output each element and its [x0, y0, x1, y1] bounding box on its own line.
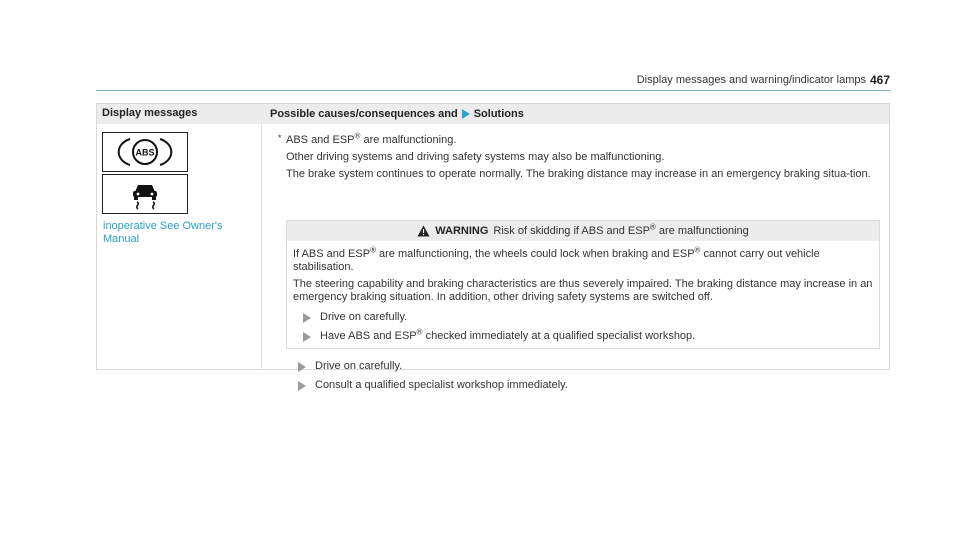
cause-paragraph-1 [286, 131, 457, 147]
warning-label: WARNING [435, 225, 489, 237]
display-message-cell [97, 124, 262, 370]
arrow-right-icon [303, 332, 311, 342]
col-header-display-messages: Display messages [102, 107, 198, 119]
warning-bullet-2-text [320, 327, 696, 343]
arrow-right-icon [298, 362, 306, 372]
header-rule [96, 90, 890, 91]
esp-skid-lamp-icon [102, 174, 188, 214]
warning-bullet-1 [303, 311, 407, 324]
abs-lamp-text: ABS [135, 147, 155, 158]
col-header-causes [270, 108, 524, 120]
warning-p1-c: cannot carry out vehicle stabilisation. [293, 248, 820, 273]
warning-title-b: are malfunctioning [655, 225, 749, 237]
warning-bullet-2 [303, 327, 696, 343]
causes-solutions-cell [262, 124, 890, 391]
warning-bullet-2-a: Have ABS and ESP [320, 330, 417, 342]
arrow-right-icon [462, 109, 470, 119]
solution-bullet-2-text: Consult a qualified specialist workshop immediately. [315, 379, 568, 391]
warning-paragraph-1 [293, 245, 873, 274]
page-header [96, 74, 890, 88]
arrow-right-icon [303, 313, 311, 323]
warning-p1-a: If ABS and ESP [293, 248, 371, 260]
warning-title [493, 222, 749, 237]
solution-bullet-1 [298, 360, 402, 373]
arrow-right-icon [298, 381, 306, 391]
registered-mark: ® [370, 245, 376, 255]
warning-bullet-2-b: checked immediately at a qualified specialist workshop. [422, 330, 696, 342]
solution-bullet-1-text: Drive on carefully. [315, 360, 403, 372]
registered-mark: ® [416, 327, 423, 337]
page-number: 467 [869, 73, 890, 87]
section-title: Display messages and warning/indicator lamps [636, 74, 866, 86]
footnote-mark: * [278, 133, 282, 143]
table-header [97, 104, 889, 124]
lamp-caption: inoperative See Owner's Manual [103, 220, 223, 245]
cause-paragraph-1-b: are malfunctioning. [360, 134, 457, 146]
warning-paragraph-2: The steering capability and braking characteristics are thus severely impaired. The braking distance may increase in an emergency braking situation. In addition, other driving safety systems are switched off. [293, 278, 873, 303]
cause-paragraph-2: Other driving systems and driving safety systems may also be malfunctioning. [286, 151, 665, 163]
warning-bullet-1-text: Drive on carefully. [320, 311, 408, 323]
warning-box [286, 220, 880, 349]
warning-header [287, 221, 879, 241]
warning-triangle-icon [417, 225, 430, 237]
warning-p1-b: are malfunctioning, the wheels could lock when braking and ESP [375, 248, 695, 260]
col-header-causes-label: Possible causes/consequences and [270, 108, 458, 120]
warning-title-a: Risk of skidding if ABS and ESP [493, 225, 650, 237]
cause-paragraph-3: The brake system continues to operate normally. The braking distance may increase in an emergency braking situa-tion. [286, 168, 871, 180]
registered-mark: ® [649, 222, 656, 232]
solution-bullet-2 [298, 379, 568, 392]
cause-paragraph-1-a: ABS and ESP [286, 134, 355, 146]
display-messages-table [96, 103, 890, 391]
col-header-solutions-label: Solutions [473, 108, 524, 120]
registered-mark: ® [354, 131, 361, 141]
abs-warning-lamp-icon [102, 132, 188, 172]
registered-mark: ® [694, 245, 701, 255]
